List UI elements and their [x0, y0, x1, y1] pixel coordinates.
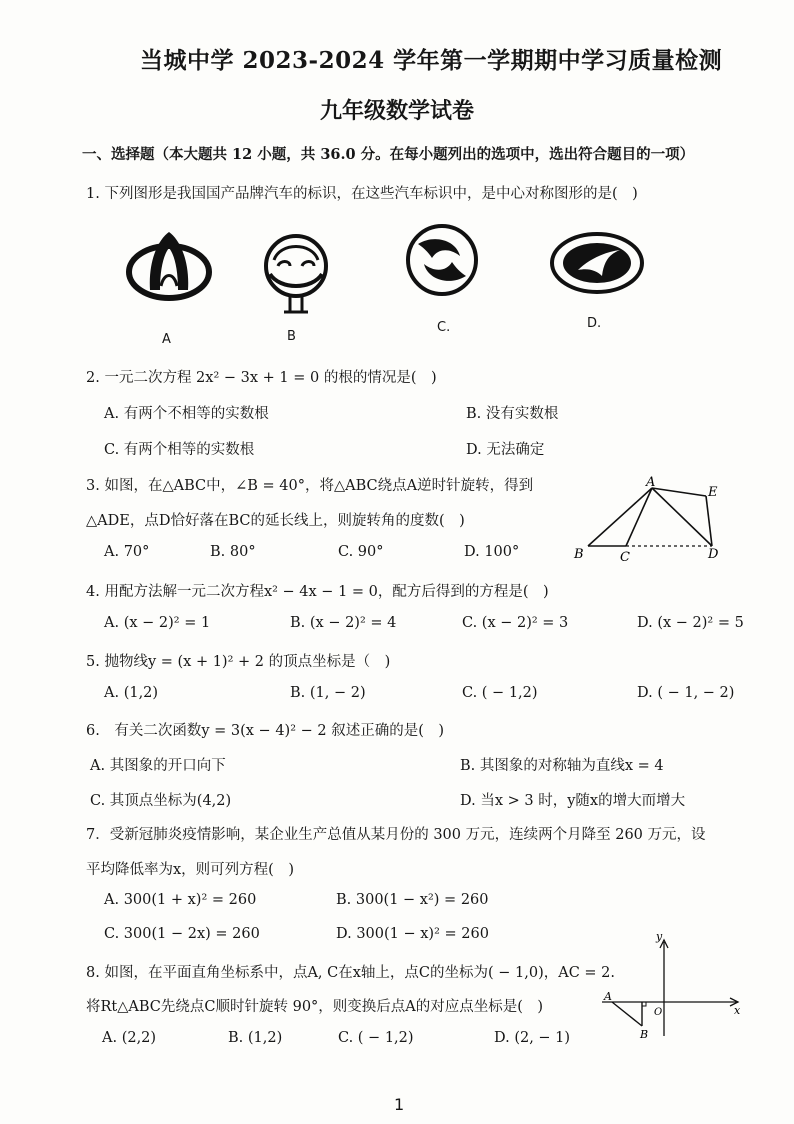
q4-option-b: B. (x − 2)² = 4 [290, 615, 397, 631]
q3-stem-line2: △ADE，点D恰好落在BC的延长线上，则旋转角的度数( ) [86, 513, 465, 529]
q8-option-c: C. ( − 1,2) [338, 1030, 414, 1046]
q4-option-c: C. (x − 2)² = 3 [462, 615, 569, 631]
q5-option-c: C. ( − 1,2) [462, 685, 538, 701]
q6-stem: 6. 有关二次函数y = 3(x − 4)² − 2 叙述正确的是( ) [86, 723, 445, 739]
q8-option-d: D. (2, − 1) [494, 1030, 571, 1046]
q4-option-d: D. (x − 2)² = 5 [637, 615, 744, 631]
q3-fig-label-a: A [646, 475, 656, 490]
q8-stem-line1: 8. 如图，在平面直角坐标系中，点A, C在x轴上，点C的坐标为( − 1,0)，AC = 2. [86, 965, 616, 981]
exam-subtitle: 九年级数学试卷 [319, 98, 474, 124]
logo-d-icon [548, 230, 646, 296]
q2-option-a: A. 有两个不相等的实数根 [104, 406, 269, 422]
q8-fig-label-b: B [640, 1028, 649, 1041]
page-number: 1 [394, 1095, 405, 1114]
q3-fig-label-d: D [708, 547, 719, 562]
logo-a-icon [126, 228, 212, 308]
q3-option-c: C. 90° [338, 544, 384, 560]
q8-fig-label-a: A [604, 990, 612, 1003]
q6-option-b: B. 其图象的对称轴为直线x = 4 [460, 758, 664, 774]
q3-option-b: B. 80° [210, 544, 256, 560]
exam-title: 当城中学 2023-2024 学年第一学期期中学习质量检测 [140, 47, 723, 74]
q1-label-b: B [287, 329, 296, 344]
q8-option-a: A. (2,2) [102, 1030, 157, 1046]
q6-option-c: C. 其顶点坐标为(4,2) [90, 793, 232, 809]
q7-option-a: A. 300(1 + x)² = 260 [104, 892, 257, 908]
q7-stem-line1: 7．受新冠肺炎疫情影响，某企业生产总值从某月份的 300 万元，连续两个月降至 260 万元，设 [86, 827, 706, 843]
q3-option-d: D. 100° [464, 544, 520, 560]
q1-label-a: A [162, 332, 171, 347]
q3-fig-label-c: C [620, 550, 630, 565]
q1-label-c: C. [437, 320, 451, 335]
q4-stem: 4. 用配方法解一元二次方程x² − 4x − 1 = 0，配方后得到的方程是( ) [86, 584, 549, 600]
section-heading: 一、选择题（本大题共 12 小题，共 36.0 分。在每小题列出的选项中，选出符合题目的一项） [82, 146, 695, 163]
q5-option-d: D. ( − 1, − 2) [637, 685, 735, 701]
q5-option-b: B. (1, − 2) [290, 685, 366, 701]
q7-option-b: B. 300(1 − x²) = 260 [336, 892, 489, 908]
q1-stem: 1. 下列图形是我国国产品牌汽车的标识，在这些汽车标识中，是中心对称图形的是( ) [86, 186, 638, 202]
q8-stem-line2: 将Rt△ABC先绕点C顺时针旋转 90°，则变换后点A的对应点坐标是( ) [86, 999, 544, 1015]
q4-option-a: A. (x − 2)² = 1 [104, 615, 211, 631]
logo-b-icon [260, 226, 332, 318]
logo-c-icon [404, 222, 480, 298]
q3-fig-label-b: B [574, 547, 584, 562]
q2-option-d: D. 无法确定 [466, 442, 545, 458]
q7-option-c: C. 300(1 − 2x) = 260 [104, 926, 260, 942]
q3-stem-line1: 3. 如图，在△ABC中，∠B = 40°，将△ABC绕点A逆时针旋转，得到 [86, 478, 534, 494]
q2-stem: 2. 一元二次方程 2x² − 3x + 1 = 0 的根的情况是( ) [86, 370, 437, 386]
q7-option-d: D. 300(1 − x)² = 260 [336, 926, 489, 942]
q3-fig-label-e: E [708, 485, 718, 500]
q5-stem: 5. 抛物线y = (x + 1)² + 2 的顶点坐标是（ ) [86, 654, 391, 670]
q2-option-b: B. 没有实数根 [466, 406, 559, 422]
q8-option-b: B. (1,2) [228, 1030, 283, 1046]
q7-stem-line2: 平均降低率为x，则可列方程( ) [86, 862, 294, 878]
q3-triangle-figure [566, 474, 730, 566]
q5-option-a: A. (1,2) [104, 685, 159, 701]
q1-label-d: D. [587, 316, 602, 331]
q8-fig-label-x: x [734, 1004, 741, 1017]
q3-option-a: A. 70° [104, 544, 150, 560]
q6-option-a: A. 其图象的开口向下 [90, 758, 226, 774]
q2-option-c: C. 有两个相等的实数根 [104, 442, 255, 458]
q8-fig-label-o: O [654, 1007, 663, 1018]
q8-coordinate-figure [598, 932, 746, 1042]
q6-option-d: D. 当x > 3 时，y随x的增大而增大 [460, 793, 686, 809]
q8-fig-label-y: y [656, 932, 663, 943]
